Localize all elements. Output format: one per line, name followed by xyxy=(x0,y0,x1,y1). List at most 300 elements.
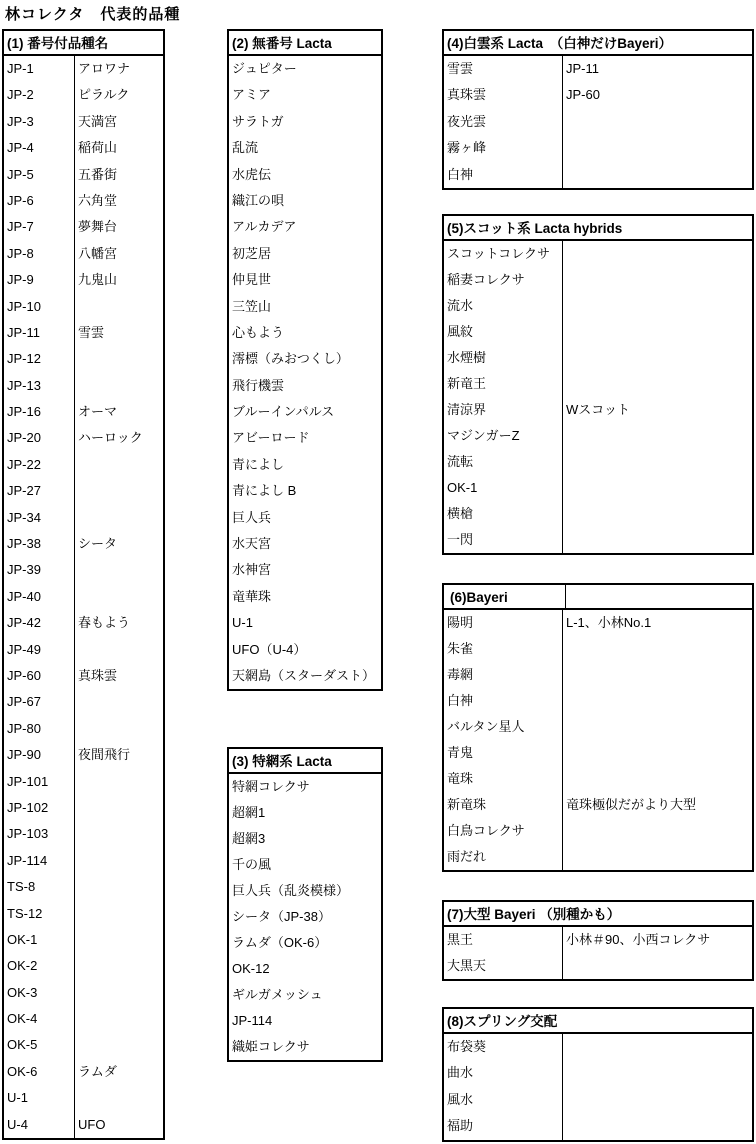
table-row xyxy=(229,56,381,82)
table-cell: JP-8 xyxy=(4,241,75,267)
table-cell: 水虎伝 xyxy=(232,166,272,182)
table-row xyxy=(444,927,752,953)
table-row xyxy=(229,878,381,904)
table-cell xyxy=(563,319,752,345)
table-cell xyxy=(75,769,163,795)
table-cell: 三笠山 xyxy=(232,298,272,314)
table-row xyxy=(4,742,163,768)
table-row xyxy=(229,373,381,399)
table-cell: スコットコレクサ xyxy=(444,241,563,267)
table-row xyxy=(4,56,163,82)
table-row xyxy=(444,953,752,979)
table-row xyxy=(4,531,163,557)
table-cell: 白鳥コレクサ xyxy=(444,818,563,844)
table-row xyxy=(4,478,163,504)
table-cell: JP-10 xyxy=(4,294,75,320)
table-cell: 五番街 xyxy=(78,166,118,182)
table-row xyxy=(444,740,752,766)
table-row xyxy=(444,82,752,108)
table-row xyxy=(4,689,163,715)
table-cell xyxy=(563,293,752,319)
table-row xyxy=(444,688,752,714)
table-cell: ハーロック xyxy=(78,430,143,446)
table-cell: 小林＃90、小西コレクサ xyxy=(566,932,711,947)
table-row xyxy=(4,795,163,821)
table-header: (2) 無番号 Lacta xyxy=(229,31,381,56)
table-cell: JP-22 xyxy=(4,452,75,478)
table-cell: シータ xyxy=(78,536,118,552)
table-row xyxy=(4,848,163,874)
table-cell: 夜光雲 xyxy=(444,109,563,135)
table-cell: JP-90 xyxy=(4,742,75,768)
table-cell: ブルーインパルス xyxy=(232,404,335,420)
table-row xyxy=(4,214,163,240)
table-cell: 夢舞台 xyxy=(78,219,118,235)
table-body xyxy=(444,56,752,188)
table-header: (3) 特網系 Lacta xyxy=(229,749,381,774)
table-cell xyxy=(563,818,752,844)
table-body xyxy=(444,1034,752,1140)
table-cell: UFO xyxy=(78,1116,106,1132)
table-cell xyxy=(75,874,163,900)
table-cell: OK-1 xyxy=(444,475,563,501)
table-cell xyxy=(563,371,752,397)
table-body xyxy=(444,927,752,979)
table-cell xyxy=(563,636,752,662)
table-cell xyxy=(75,689,163,715)
table-cell: バルタン星人 xyxy=(444,714,563,740)
table-header-right xyxy=(566,585,752,608)
table-row xyxy=(4,584,163,610)
table-row xyxy=(229,1034,381,1060)
table-row xyxy=(444,449,752,475)
table-row xyxy=(229,241,381,267)
table-cell: JP-5 xyxy=(4,162,75,188)
table-row xyxy=(4,821,163,847)
table-cell: JP-34 xyxy=(4,505,75,531)
table-cell: JP-49 xyxy=(4,637,75,663)
table-row xyxy=(444,267,752,293)
table-row xyxy=(229,320,381,346)
table-cell xyxy=(75,716,163,742)
table-cell: 稲妻コレクサ xyxy=(444,267,563,293)
table-cell xyxy=(563,714,752,740)
table-row xyxy=(444,162,752,188)
table-row xyxy=(444,475,752,501)
table-cell: 真珠雲 xyxy=(444,82,563,108)
table-cell: JP-11 xyxy=(566,61,599,76)
table-cell xyxy=(563,740,752,766)
table-cell: 特網コレクサ xyxy=(232,779,310,794)
table-row xyxy=(444,1113,752,1139)
table-cell: TS-12 xyxy=(4,901,75,927)
table-row xyxy=(229,774,381,800)
table-row xyxy=(229,584,381,610)
table-row xyxy=(229,904,381,930)
table-cell xyxy=(75,953,163,979)
table-cell: JP-80 xyxy=(4,716,75,742)
table-cell xyxy=(75,1006,163,1032)
table-cell: 布袋葵 xyxy=(444,1034,563,1060)
table-row xyxy=(4,320,163,346)
table-body xyxy=(229,56,381,689)
table-cell: 横槍 xyxy=(444,501,563,527)
table-cell: 福助 xyxy=(444,1113,563,1139)
table-row xyxy=(229,663,381,689)
table-header: (8)スプリング交配 xyxy=(444,1009,752,1034)
table-row xyxy=(4,663,163,689)
table-row xyxy=(4,162,163,188)
table-cell: 竜珠極似だがより大型 xyxy=(566,797,697,812)
table-cell: 青鬼 xyxy=(444,740,563,766)
table-cell xyxy=(563,135,752,161)
table-cell: 心もよう xyxy=(232,324,285,340)
table-cell: JP-16 xyxy=(4,399,75,425)
table-cell: アロワナ xyxy=(78,61,131,76)
table-cell: OK-6 xyxy=(4,1059,75,1085)
table-cell xyxy=(75,346,163,372)
table-cell: 巨人兵（乱炎模様） xyxy=(232,883,350,898)
table-row xyxy=(229,425,381,451)
table-cell: 水天宮 xyxy=(232,536,272,552)
table-row xyxy=(4,109,163,135)
table-row xyxy=(4,874,163,900)
table-row xyxy=(444,714,752,740)
table-cell: 仲見世 xyxy=(232,272,272,288)
table-cell: 陽明 xyxy=(444,610,563,636)
table-cell xyxy=(563,844,752,870)
table-cell: 毒網 xyxy=(444,662,563,688)
table-cell: JP-6 xyxy=(4,188,75,214)
table-cell: サラトガ xyxy=(232,113,284,129)
table-hakuun-lacta xyxy=(442,29,754,190)
table-cell: 雨だれ xyxy=(444,844,563,870)
table-cell: 黒王 xyxy=(444,927,563,953)
table-cell: 一閃 xyxy=(444,527,563,553)
table-cell: 六角堂 xyxy=(78,192,118,208)
table-cell: 朱雀 xyxy=(444,636,563,662)
table-row xyxy=(444,527,752,553)
table-cell: JP-67 xyxy=(4,689,75,715)
table-row xyxy=(229,505,381,531)
table-row xyxy=(4,1085,163,1111)
table-cell: 青によし B xyxy=(232,483,297,499)
table-row xyxy=(4,953,163,979)
table-cell: 織江の唄 xyxy=(232,192,285,208)
table-row xyxy=(4,346,163,372)
table-cell: シータ（JP-38） xyxy=(232,909,331,924)
table-cell xyxy=(75,637,163,663)
table-cell xyxy=(75,821,163,847)
table-cell xyxy=(75,848,163,874)
table-row xyxy=(4,637,163,663)
table-row xyxy=(4,399,163,425)
table-row xyxy=(229,1008,381,1034)
table-row xyxy=(444,345,752,371)
table-cell: U-1 xyxy=(232,615,253,631)
table-cell xyxy=(75,294,163,320)
table-cell xyxy=(563,267,752,293)
table-cell: 乱流 xyxy=(232,140,259,156)
table-cell: 流転 xyxy=(444,449,563,475)
table-row xyxy=(4,373,163,399)
table-cell: マジンガーZ xyxy=(444,423,563,449)
table-cell: OK-1 xyxy=(4,927,75,953)
table-row xyxy=(444,610,752,636)
table-row xyxy=(4,82,163,108)
table-cell: 青によし xyxy=(232,456,285,472)
table-header: (5)スコット系 Lacta hybrids xyxy=(444,216,752,241)
table-body xyxy=(4,56,163,1138)
table-cell: JP-42 xyxy=(4,610,75,636)
table-row xyxy=(229,135,381,161)
table-cell: JP-7 xyxy=(4,214,75,240)
table-cell xyxy=(563,501,752,527)
table-header: (7)大型 Bayeri （別種かも） xyxy=(444,902,752,927)
table-cell xyxy=(563,475,752,501)
table-row xyxy=(4,610,163,636)
table-cell: 超網1 xyxy=(232,805,266,820)
table-cell: 水神宮 xyxy=(232,562,272,578)
table-numbered-varieties xyxy=(2,29,165,1140)
table-row xyxy=(229,188,381,214)
table-row xyxy=(444,792,752,818)
table-cell: JP-13 xyxy=(4,373,75,399)
table-cell xyxy=(563,688,752,714)
table-row xyxy=(4,188,163,214)
table-cell: 竜華珠 xyxy=(232,588,272,604)
table-cell: OK-4 xyxy=(4,1006,75,1032)
table-bayeri xyxy=(442,583,754,872)
table-cell: UFO（U-4） xyxy=(232,641,307,657)
table-cell: 水煙樹 xyxy=(444,345,563,371)
table-row xyxy=(4,927,163,953)
table-row xyxy=(4,1059,163,1085)
table-cell: TS-8 xyxy=(4,874,75,900)
table-row xyxy=(444,423,752,449)
table-cell xyxy=(75,980,163,1006)
table-cell: 九鬼山 xyxy=(78,272,118,288)
table-row xyxy=(4,557,163,583)
table-cell: OK-5 xyxy=(4,1032,75,1058)
table-cell: 白神 xyxy=(444,688,563,714)
table-cell: JP-39 xyxy=(4,557,75,583)
table-cell: 天網島（スターダスト） xyxy=(232,667,376,683)
table-row xyxy=(444,319,752,345)
table-row xyxy=(4,452,163,478)
table-cell: JP-103 xyxy=(4,821,75,847)
table-row xyxy=(229,531,381,557)
table-cell: 織姫コレクサ xyxy=(232,1039,310,1054)
table-row xyxy=(229,956,381,982)
table-cell xyxy=(75,478,163,504)
table-cell xyxy=(75,505,163,531)
table-cell: JP-3 xyxy=(4,109,75,135)
table-cell: OK-2 xyxy=(4,953,75,979)
table-row xyxy=(444,397,752,423)
table-cell: 大黒天 xyxy=(444,953,563,979)
table-row xyxy=(229,452,381,478)
table-cell: ジュピター xyxy=(232,61,297,76)
table-cell: JP-38 xyxy=(4,531,75,557)
table-cell: U-1 xyxy=(4,1085,75,1111)
table-cell: JP-102 xyxy=(4,795,75,821)
table-cell: 巨人兵 xyxy=(232,509,272,525)
table-row xyxy=(229,162,381,188)
table-cell: JP-60 xyxy=(566,87,600,103)
table-cell: L-1、小林No.1 xyxy=(566,615,652,630)
table-cell: 新竜王 xyxy=(444,371,563,397)
table-cell xyxy=(75,584,163,610)
table-row xyxy=(229,294,381,320)
table-cell xyxy=(75,1085,163,1111)
table-cell: 真珠雲 xyxy=(78,667,118,683)
table-cell: JP-114 xyxy=(4,848,75,874)
table-header: (1) 番号付品種名 xyxy=(4,31,163,56)
table-row xyxy=(444,241,752,267)
table-cell: JP-11 xyxy=(4,320,75,346)
table-row xyxy=(229,982,381,1008)
table-cell: Wスコット xyxy=(566,402,631,417)
table-cell: 超網3 xyxy=(232,831,266,846)
table-cell: ラムダ xyxy=(78,1063,117,1079)
table-large-bayeri xyxy=(442,900,754,981)
table-cell: OK-12 xyxy=(232,961,270,976)
table-cell xyxy=(563,1060,752,1086)
table-row xyxy=(444,844,752,870)
table-cell: JP-1 xyxy=(4,56,75,82)
table-cell xyxy=(75,452,163,478)
table-row xyxy=(444,371,752,397)
table-cell: 夜間飛行 xyxy=(78,747,131,763)
table-cell: 雪雲 xyxy=(444,56,563,82)
table-row xyxy=(4,980,163,1006)
table-cell xyxy=(75,901,163,927)
table-row xyxy=(444,1060,752,1086)
table-cell xyxy=(563,1113,752,1139)
table-row xyxy=(4,135,163,161)
table-cell: JP-27 xyxy=(4,478,75,504)
table-cell: オーマ xyxy=(78,404,118,420)
table-cell xyxy=(563,162,752,188)
table-cell: 霧ヶ峰 xyxy=(444,135,563,161)
table-spring-cross xyxy=(442,1007,754,1142)
table-row xyxy=(229,214,381,240)
table-cell: JP-12 xyxy=(4,346,75,372)
table-row xyxy=(4,1112,163,1138)
table-cell: 澪標（みおつくし） xyxy=(232,351,349,367)
table-cell: JP-9 xyxy=(4,267,75,293)
table-row xyxy=(444,1087,752,1113)
table-row xyxy=(4,1032,163,1058)
table-row xyxy=(444,135,752,161)
table-cell: 天満宮 xyxy=(78,113,118,129)
table-cell: JP-40 xyxy=(4,584,75,610)
table-row xyxy=(229,478,381,504)
table-row xyxy=(4,769,163,795)
table-cell xyxy=(563,527,752,553)
table-cell: 千の風 xyxy=(232,857,272,872)
table-cell xyxy=(563,423,752,449)
table-row xyxy=(229,346,381,372)
table-row xyxy=(444,662,752,688)
table-cell: 飛行機雲 xyxy=(232,377,285,393)
table-cell: JP-4 xyxy=(4,135,75,161)
table-cell xyxy=(563,345,752,371)
table-row xyxy=(229,610,381,636)
table-row xyxy=(229,800,381,826)
table-cell xyxy=(75,927,163,953)
table-cell xyxy=(563,1034,752,1060)
table-row xyxy=(4,901,163,927)
table-cell: OK-3 xyxy=(4,980,75,1006)
table-cell: U-4 xyxy=(4,1112,75,1138)
table-row xyxy=(444,766,752,792)
table-row xyxy=(4,425,163,451)
table-row xyxy=(229,852,381,878)
table-row xyxy=(229,557,381,583)
table-row xyxy=(4,294,163,320)
table-cell xyxy=(563,241,752,267)
table-row xyxy=(444,818,752,844)
table-cell xyxy=(563,1087,752,1113)
table-row xyxy=(229,826,381,852)
table-cell: 初芝居 xyxy=(232,245,272,261)
table-cell xyxy=(75,373,163,399)
table-unnumbered-lacta xyxy=(227,29,383,691)
table-row xyxy=(444,1034,752,1060)
table-row xyxy=(444,109,752,135)
table-cell xyxy=(563,953,752,979)
table-cell: ギルガメッシュ xyxy=(232,987,323,1002)
table-row xyxy=(444,636,752,662)
table-cell: JP-101 xyxy=(4,769,75,795)
table-cell: 清涼界 xyxy=(444,397,563,423)
table-cell xyxy=(75,795,163,821)
table-cell: 流水 xyxy=(444,293,563,319)
table-cell: アミア xyxy=(232,87,272,103)
table-row xyxy=(229,637,381,663)
table-cell: 曲水 xyxy=(444,1060,563,1086)
table-row xyxy=(229,399,381,425)
table-cell: 稲荷山 xyxy=(78,140,118,156)
table-body xyxy=(444,610,752,870)
table-header xyxy=(444,585,752,610)
page-title: 林コレクタ 代表的品種 xyxy=(5,6,181,23)
table-body xyxy=(444,241,752,553)
table-cell: 新竜珠 xyxy=(444,792,563,818)
table-cell: 八幡宮 xyxy=(78,245,118,261)
table-row xyxy=(4,716,163,742)
table-header-left: (6)Bayeri xyxy=(447,585,566,608)
table-cell: 雪雲 xyxy=(78,324,105,340)
table-cell xyxy=(563,662,752,688)
table-cell: 風紋 xyxy=(444,319,563,345)
table-cell: JP-2 xyxy=(4,82,75,108)
table-row xyxy=(229,930,381,956)
table-cell: 白神 xyxy=(444,162,563,188)
table-row xyxy=(444,293,752,319)
table-cell xyxy=(563,766,752,792)
table-row xyxy=(4,1006,163,1032)
table-cell: アルカデア xyxy=(232,219,297,235)
table-scott-lacta-hybrids xyxy=(442,214,754,555)
table-cell: 風水 xyxy=(444,1087,563,1113)
table-cell xyxy=(563,109,752,135)
table-row xyxy=(444,56,752,82)
table-row xyxy=(444,501,752,527)
table-body xyxy=(229,774,381,1060)
